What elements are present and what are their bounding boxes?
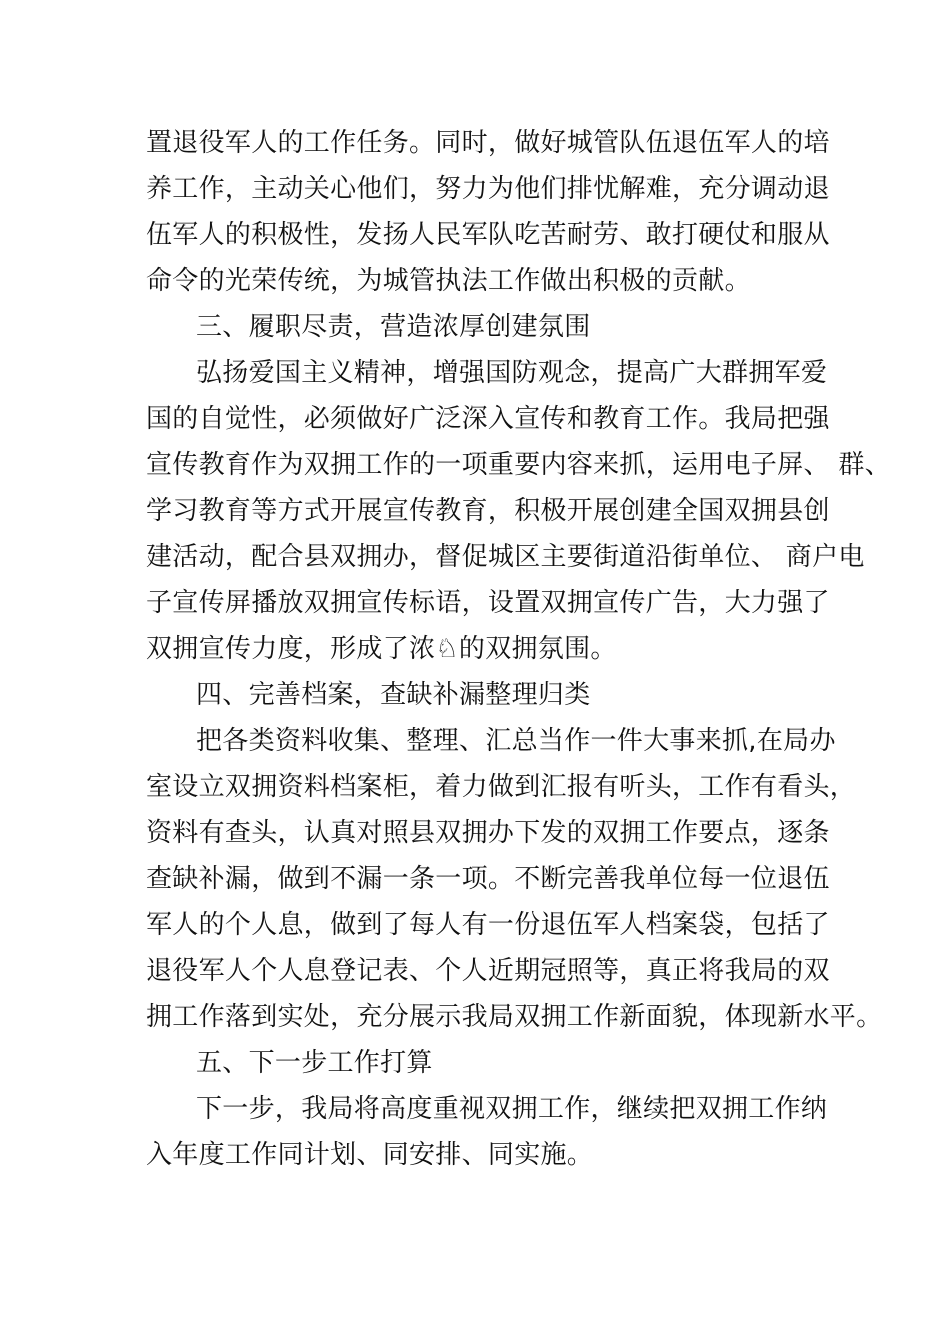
paragraph-line: 查缺补漏，做到不漏一条一项。不断完善我单位每一位退伍 [146, 864, 830, 894]
paragraph-line: 宣传教育作为双拥工作的一项重要内容来抓，运用电子屏、 群、 [146, 450, 891, 480]
paragraph-line: 建活动，配合县双拥办，督促城区主要街道沿街单位、 商户电 [146, 542, 865, 572]
paragraph-line: 养工作，主动关心他们，努力为他们排忧解难，充分调动退 [146, 174, 830, 204]
paragraph-line: 下一步，我局将高度重视双拥工作，继续把双拥工作纳 [196, 1094, 828, 1124]
paragraph-line: 命令的光荣传统，为城管执法工作做出积极的贡献。 [146, 266, 751, 296]
paragraph-line: 入年度工作同计划、同安排、同实施。 [146, 1140, 594, 1170]
paragraph-line: 国的自觉性，必须做好广泛深入宣传和教育工作。我局把强 [146, 404, 830, 434]
section-heading-5: 五、下一步工作打算 [196, 1048, 433, 1078]
paragraph-line: 双拥宣传力度，形成了浓♘的双拥氛围。 [146, 634, 617, 664]
section-heading-3: 三、履职尽责，营造浓厚创建氛围 [196, 312, 591, 342]
paragraph-line: 拥工作落到实处，充分展示我局双拥工作新面貌，体现新水平。 [146, 1002, 883, 1032]
paragraph-line: 子宣传屏播放双拥宣传标语，设置双拥宣传广告，大力强了 [146, 588, 830, 618]
paragraph-line: 军人的个人息，做到了每人有一份退伍军人档案袋，包括了 [146, 910, 830, 940]
paragraph-line: 室设立双拥资料档案柜，着力做到汇报有听头，工作有看头， [146, 772, 857, 802]
paragraph-line: 把各类资料收集、整理、汇总当作一件大事来抓,在局办 [196, 726, 836, 756]
paragraph-line: 资料有查头，认真对照县双拥办下发的双拥工作要点，逐条 [146, 818, 830, 848]
paragraph-line: 伍军人的积极性，发扬人民军队吃苦耐劳、敢打硬仗和服从 [146, 220, 830, 250]
paragraph-line: 弘扬爱国主义精神，增强国防观念，提高广大群拥军爱 [196, 358, 828, 388]
paragraph-line: 学习教育等方式开展宣传教育，积极开展创建全国双拥县创 [146, 496, 830, 526]
paragraph-line: 退役军人个人息登记表、个人近期冠照等，真正将我局的双 [146, 956, 830, 986]
section-heading-4: 四、完善档案，查缺补漏整理归类 [196, 680, 591, 710]
paragraph-line: 置退役军人的工作任务。同时，做好城管队伍退伍军人的培 [146, 128, 830, 158]
